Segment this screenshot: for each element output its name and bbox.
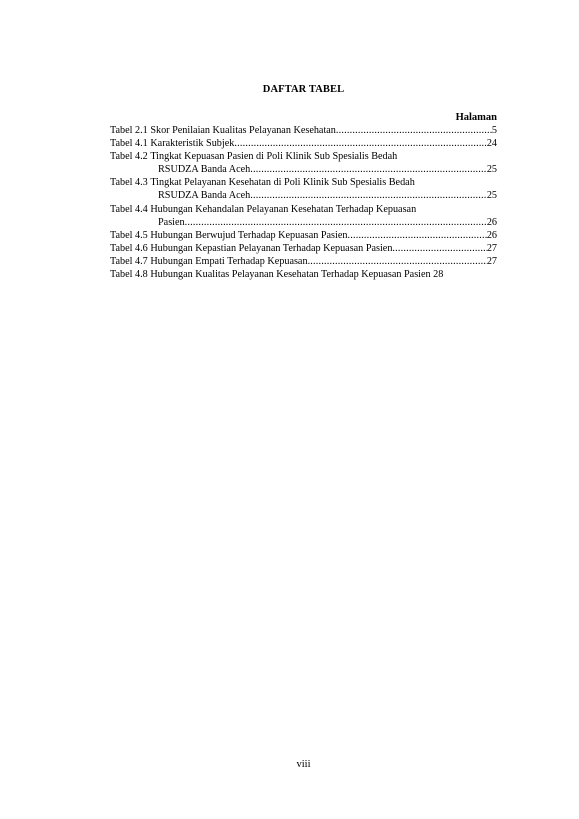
entry-number: Tabel 2.1 bbox=[110, 125, 148, 136]
entry-number: Tabel 4.6 bbox=[110, 242, 148, 254]
entry-number: Tabel 4.4 bbox=[110, 203, 148, 215]
entry-title-line2: Pasien bbox=[158, 216, 185, 228]
entry-title-line2: RSUDZA Banda Aceh bbox=[158, 190, 251, 202]
entry-number: Tabel 4.1 bbox=[110, 138, 148, 150]
entry-title-line1: Tingkat Pelayanan Kesehatan di Poli Klinik Sub Spesialis Bedah bbox=[150, 177, 415, 189]
list-item-tabel-4-6[interactable] bbox=[110, 242, 497, 255]
entry-page: 26 bbox=[486, 229, 497, 241]
list-item-tabel-4-7[interactable] bbox=[110, 255, 497, 268]
entry-number: Tabel 4.7 bbox=[110, 255, 148, 267]
page-number: viii bbox=[296, 759, 311, 770]
entry-page: 25 bbox=[486, 164, 497, 176]
list-item-tabel-4-3[interactable] bbox=[110, 176, 497, 202]
list-item-tabel-4-2[interactable] bbox=[110, 150, 497, 176]
entry-title-line1: Hubungan Kehandalan Pelayanan Kesehatan Terhadap Kepuasan bbox=[150, 203, 417, 215]
entry-number: Tabel 4.2 bbox=[110, 151, 148, 163]
entry-page: 27 bbox=[486, 255, 497, 267]
leader-dots bbox=[308, 255, 487, 268]
entry-number: Tabel 4.3 bbox=[110, 177, 148, 189]
leader-dots bbox=[185, 216, 487, 229]
leader-dots bbox=[347, 229, 486, 242]
entry-page: 27 bbox=[486, 242, 497, 254]
entry-title: Hubungan Berwujud Terhadap Kepuasan Pasien bbox=[150, 229, 348, 241]
entry-page: 28 bbox=[433, 269, 444, 281]
entry-title: Skor Penilaian Kualitas Pelayanan Kesehatan bbox=[150, 125, 336, 136]
entry-title-line2: RSUDZA Banda Aceh bbox=[158, 164, 251, 176]
table-list bbox=[110, 124, 497, 281]
page-column-label: Halaman bbox=[455, 112, 497, 123]
entry-page: 24 bbox=[486, 138, 497, 150]
list-item-tabel-4-8[interactable] bbox=[110, 268, 497, 281]
leader-dots bbox=[392, 242, 486, 255]
leader-dots bbox=[250, 163, 487, 176]
entry-title: Hubungan Kepastian Pelayanan Terhadap Kepuasan Pasien bbox=[150, 242, 393, 254]
entry-page: 5 bbox=[491, 125, 497, 136]
page-title: DAFTAR TABEL bbox=[262, 84, 345, 95]
entry-title: Hubungan Kualitas Pelayanan Kesehatan Terhadap Kepuasan Pasien bbox=[150, 269, 431, 281]
leader-dots bbox=[234, 137, 486, 150]
list-item-tabel-4-5[interactable] bbox=[110, 229, 497, 242]
entry-title: Hubungan Empati Terhadap Kepuasan bbox=[150, 255, 308, 267]
entry-page: 26 bbox=[486, 216, 497, 228]
entry-number: Tabel 4.8 bbox=[110, 269, 148, 281]
entry-title: Karakteristik Subjek bbox=[150, 138, 235, 150]
list-item-tabel-2-1[interactable] bbox=[110, 124, 497, 137]
entry-title-line1: Tingkat Kepuasan Pasien di Poli Klinik Sub Spesialis Bedah bbox=[150, 151, 398, 163]
entry-number: Tabel 4.5 bbox=[110, 229, 148, 241]
list-item-tabel-4-4[interactable] bbox=[110, 203, 497, 229]
list-item-tabel-4-1[interactable] bbox=[110, 137, 497, 150]
entry-page: 25 bbox=[486, 190, 497, 202]
leader-dots bbox=[250, 189, 487, 202]
leader-dots bbox=[336, 124, 492, 137]
